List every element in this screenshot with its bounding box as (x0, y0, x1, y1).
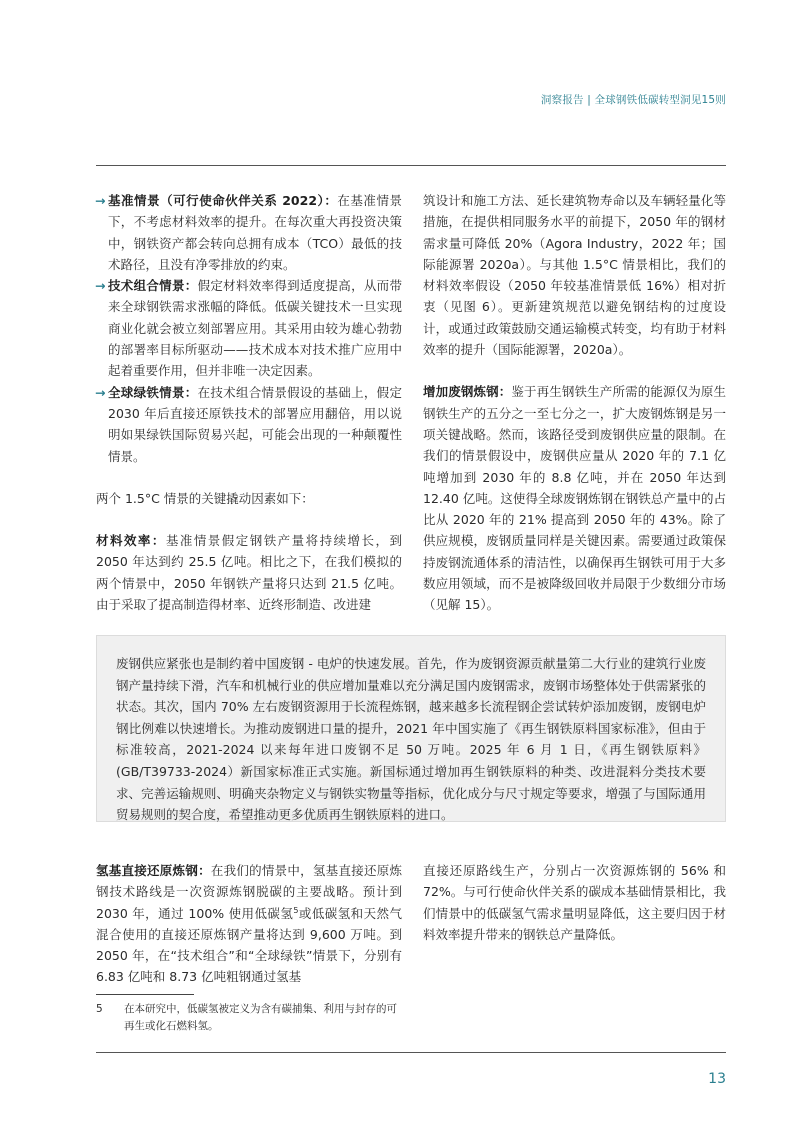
bullet-tech-mix-scenario (96, 275, 402, 381)
bullet-label: 基准情景（可行使命伙伴关系 2022）： (108, 193, 338, 208)
scrap-steel-paragraph (423, 381, 726, 615)
footer-divider (96, 1052, 726, 1053)
paragraph-text: 或低碳氢和天然气混合使用的直接还原炼钢产量将达到 9,600 万吨。到 2050 年，在“技术组合”和“全球绿铁”情景下，分别有 6.83 亿吨和 8.73 亿吨粗钢通过氢基 (96, 905, 402, 985)
bullet-label: 全球绿铁情景： (108, 384, 198, 400)
left-column (96, 190, 402, 615)
paragraph-label: 氢基直接还原炼钢： (96, 863, 211, 878)
bullet-text: 在基准情景下，不考虑材料效率的提升。在每次重大再投资决策中，钢铁资产都会转向总拥有成本（TCO）最低的技术路径，且没有净零排放的约束。 (108, 193, 402, 272)
bullet-text: 在技术组合情景假设的基础上，假定 2030 年后直接还原铁技术的部署应用翻倍，用以说明如果绿铁国际贸易兴起，可能会出现的一种颠覆性情景。 (108, 384, 402, 464)
page-number: 13 (708, 1071, 726, 1087)
material-efficiency-paragraph (96, 530, 402, 615)
hydrogen-dri-paragraph (96, 860, 402, 988)
footnote-number: 5 (96, 1003, 103, 1015)
bullet-label: 技术组合情景： (108, 278, 198, 294)
paragraph-label: 增加废钢炼钢： (423, 384, 512, 400)
footnote-text: 在本研究中，低碳氢被定义为含有碳捕集、利用与封存的可再生或化石燃料氢。 (124, 1003, 397, 1032)
right-column (423, 190, 726, 616)
bullet-text: 假定材料效率得到适度提高，从而带来全球钢铁需求涨幅的降低。低碳关键技术一旦实现商业化就会被立刻部署应用。其采用由较为雄心勃勃的部署率目标所驱动——技术成本对技术推广应用中起着重要作用，但并非唯一决定因素。 (108, 278, 402, 379)
report-header: 洞察报告 | 全球钢铁低碳转型洞见15则 (540, 94, 726, 106)
paragraph-text: 基准情景假定钢铁产量将持续增长，到 2050 年达到约 25.5 亿吨。相比之下，在我们模拟的两个情景中，2050 年钢铁产量将只达到 21.5 亿吨。由于采取了提高制造得材率、近终形制造、改进建 (96, 533, 402, 613)
footnote-divider (96, 994, 194, 995)
china-scrap-callout-box (96, 635, 726, 822)
material-efficiency-continued: 筑设计和施工方法、延长建筑物寿命以及车辆轻量化等措施，在提供相同服务水平的前提下，2050 年的钢材需求量可降低 20%（Agora Industry，2022 年；国际能源署 2020a）。与其他 1.5°C 情景相比，我们的材料效率假设（2050 年较基准情景低 16%）相对折衷（见图 6）。更新建筑规范以避免钢结构的过度设计，或通过政策鼓励交通运输模式转变，均有助于材料效率的提升（国际能源署，2020a）。 (423, 193, 726, 358)
hydrogen-dri-continued: 直接还原路线生产，分别占一次资源炼钢的 56% 和 72%。与可行使命伙伴关系的碳成本基础情景相比，我们情景中的低碳氢气需求量明显降低，这主要归因于材料效率提升带来的钢铁总产量降低。 (423, 863, 726, 942)
arrow-right-icon: → (95, 278, 106, 294)
paragraph-text: 鉴于再生钢铁生产所需的能源仅为原生钢铁生产的五分之一至七分之一，扩大废钢炼钢是另一项关键战略。然而，该路径受到废钢供应量的限制。在我们的情景假设中，废钢供应量从 2020 年的 7.1 亿吨增加到 2030 年的 8.8 亿吨，并在 2050 年达到 12.40 亿吨。这使得全球废钢炼钢在钢铁总产量中的占比从 2020 年的 21% 提高到 2050 年的 43%。除了供应规模，废钢质量同样是关键因素。需要通过政策保持废钢流通体系的清洁性，以确保再生钢铁可用于大多数应用领域，而不是被降级回收并局限于少数细分市场（见解 15）。 (423, 384, 726, 613)
footnote-reference[interactable]: 5 (293, 905, 299, 915)
arrow-right-icon: → (95, 384, 106, 400)
paragraph-text: 在我们的情景中，氢基直接还原炼钢技术路线是一次资源炼钢脱碳的主要战略。预计到 2030 年，通过 100% 使用低碳氢 (96, 863, 402, 921)
callout-text: 废钢供应紧张也是制约着中国废钢 - 电炉的快速发展。首先，作为废钢资源贡献量第二大行业的建筑行业废钢产量持续下滑，汽车和机械行业的供应增加量难以充分满足国内废钢需求，废钢市场整体处于供需紧张的状态。其次，国内 70% 左右废钢资源用于长流程炼钢，越来越多长流程钢企尝试转炉添加废钢，废钢电炉钢比例难以快速增长。为推动废钢进口量的提升，2021 年中国实施了《再生钢铁原料国家标准》，但由于标准较高，2021-2024 以来每年进口废钢不足 50 万吨。2025 年 6 月 1 日，《再生钢铁原料》(GB/T39733-2024）新国家标准正式实施。新国标通过增加再生钢铁原料的种类、改进混料分类技术要求、完善运输规则、明确夹杂物定义与钢铁实物量等指标，优化成分与尺寸规定等要求，增强了与国际通用贸易规则的契合度，希望推动更多优质再生钢铁原料的进口。 (116, 656, 706, 823)
arrow-right-icon: → (95, 193, 106, 208)
hydrogen-right-column (423, 860, 726, 945)
footnote (96, 1001, 402, 1034)
paragraph-label: 材料效率： (96, 533, 166, 549)
bullet-baseline-scenario (96, 190, 402, 275)
bullet-green-iron-scenario (96, 382, 402, 467)
hydrogen-left-column (96, 860, 402, 988)
levers-intro: 两个 1.5°C 情景的关键撬动因素如下： (96, 490, 314, 506)
header-divider (96, 165, 726, 166)
